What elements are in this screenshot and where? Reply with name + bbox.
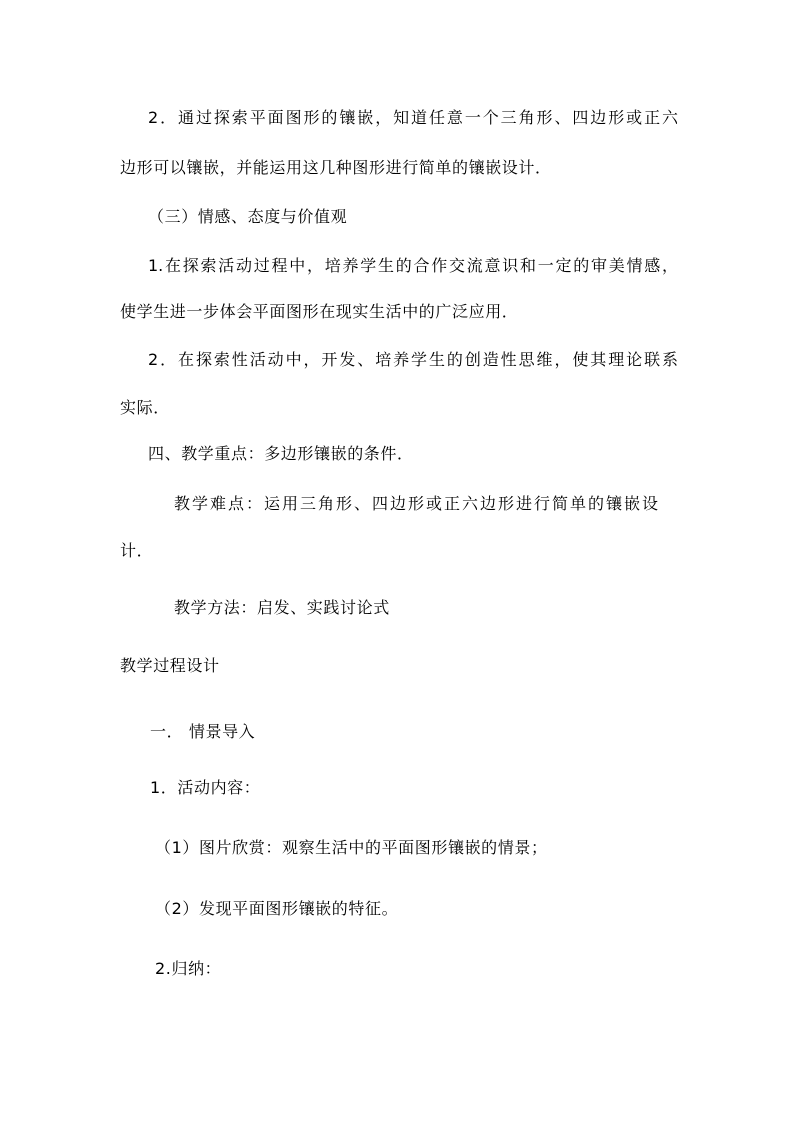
- emotion-objective-1-line-1: 1.在探索活动过程中，培养学生的合作交流意识和一定的审美情感，: [148, 256, 678, 275]
- teaching-difficulty-line-2: 计．: [120, 541, 154, 560]
- activity-item-2: （2）发现平面图形镶嵌的特征。: [155, 899, 399, 918]
- step-1-heading: 一． 情景导入: [150, 722, 256, 741]
- section-heading-teaching-process: 教学过程设计: [120, 656, 220, 675]
- emotion-objective-2-line-1: 2．在探索性活动中，开发、培养学生的创造性思维，使其理论联系: [148, 350, 678, 369]
- emotion-objective-1-line-2: 使学生进一步体会平面图形在现实生活中的广泛应用．: [120, 302, 519, 321]
- objective-2-line-1: 2．通过探索平面图形的镶嵌，知道任意一个三角形、四边形或正六: [148, 108, 678, 127]
- objective-2-line-2: 边形可以镶嵌，并能运用这几种图形进行简单的镶嵌设计．: [120, 158, 552, 177]
- teaching-method: 教学方法：启发、实践讨论式: [174, 598, 390, 617]
- activity-content-heading: 1．活动内容：: [150, 778, 261, 797]
- teaching-key-point: 四、教学重点：多边形镶嵌的条件．: [148, 444, 414, 463]
- teaching-difficulty-line-1: 教学难点：运用三角形、四边形或正六边形进行简单的镶嵌设: [174, 494, 658, 513]
- activity-item-1: （1）图片欣赏：观察生活中的平面图形镶嵌的情景；: [155, 838, 548, 857]
- summary-heading: 2.归纳：: [155, 959, 222, 978]
- section-heading-emotion-attitude-values: （三）情感、态度与价值观: [148, 207, 348, 226]
- emotion-objective-2-line-2: 实际．: [120, 398, 170, 417]
